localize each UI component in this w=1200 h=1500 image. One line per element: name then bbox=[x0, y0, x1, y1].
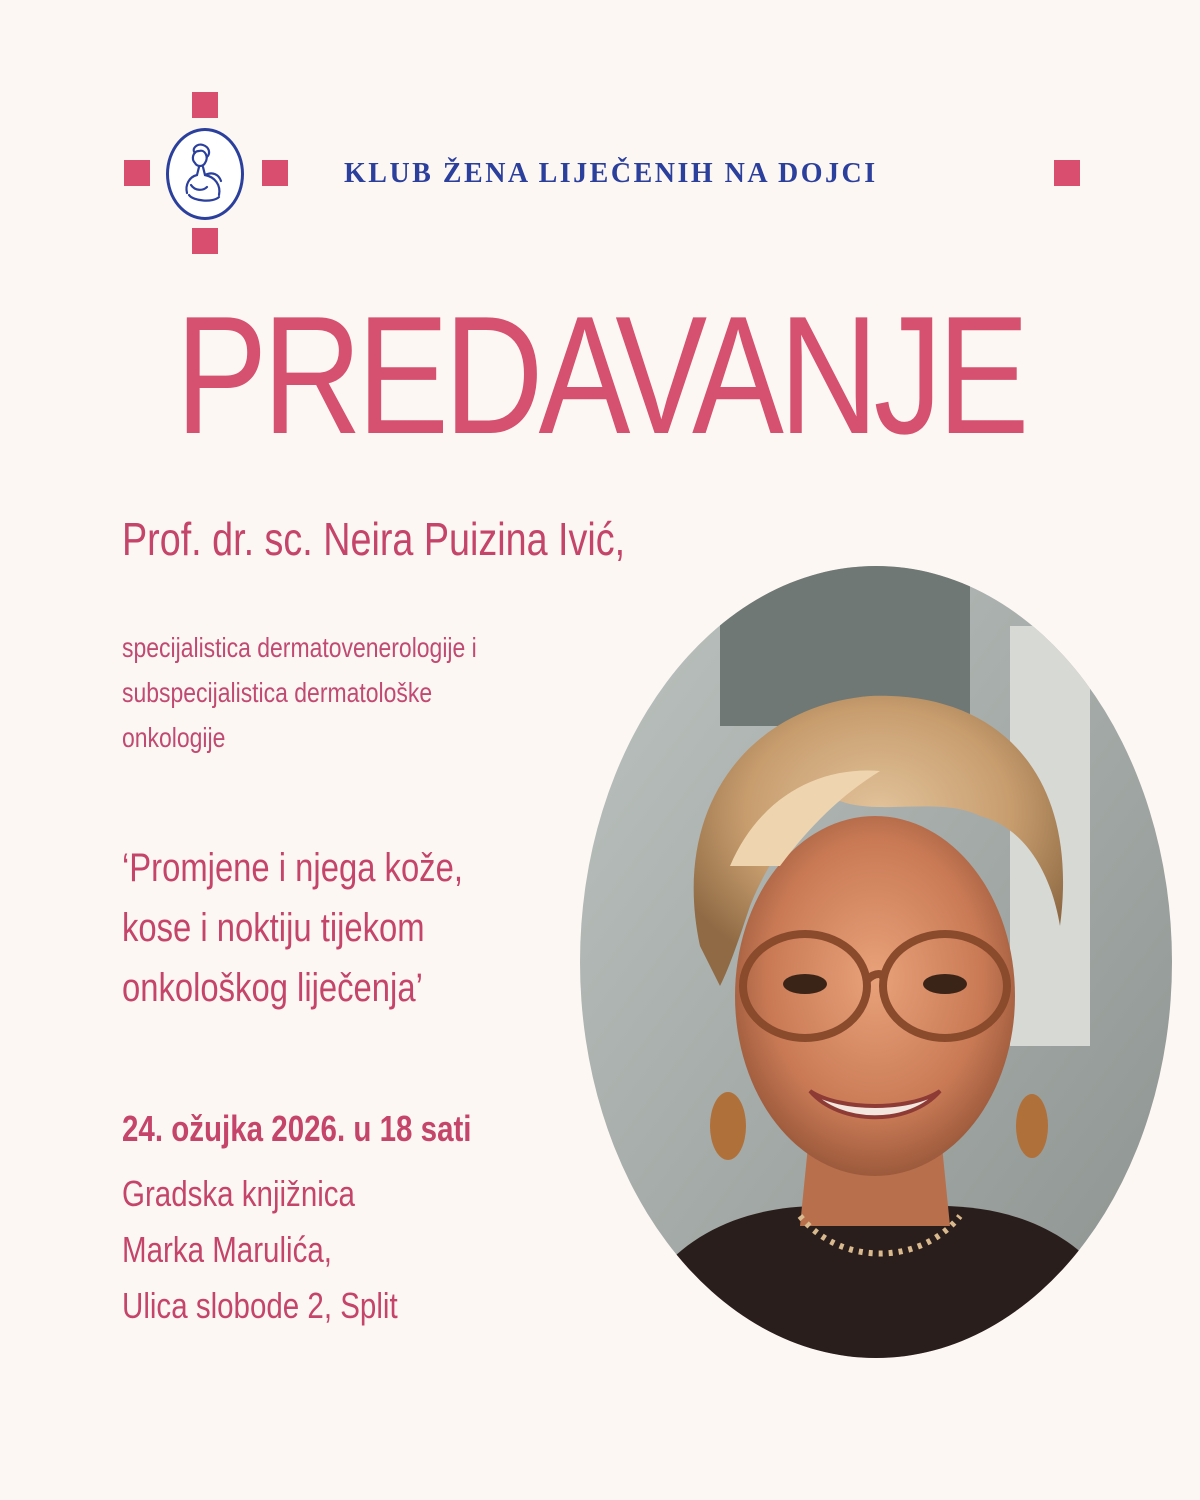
cross-square-right bbox=[262, 160, 288, 186]
role-line: onkologije bbox=[122, 722, 226, 753]
venue-line: Ulica slobode 2, Split bbox=[122, 1285, 398, 1326]
breast-cancer-club-logo-icon bbox=[166, 128, 244, 220]
cross-square-left bbox=[124, 160, 150, 186]
role-line: specijalistica dermatovenerologije i bbox=[122, 632, 477, 663]
cross-square-bottom bbox=[192, 228, 218, 254]
topic-line: ‘Promjene i njega kože, bbox=[122, 846, 463, 890]
topic-line: kose i noktiju tijekom bbox=[122, 906, 425, 950]
role-line: subspecijalistica dermatološke bbox=[122, 677, 433, 708]
topic-line: onkološkog liječenja’ bbox=[122, 966, 423, 1010]
cross-square-top bbox=[192, 92, 218, 118]
venue-line: Gradska knjižnica bbox=[122, 1173, 355, 1214]
event-title: PREDAVANJE bbox=[175, 281, 1025, 469]
header bbox=[0, 0, 1200, 270]
right-square bbox=[1054, 160, 1080, 186]
event-datetime: 24. ožujka 2026. u 18 sati bbox=[122, 1108, 472, 1149]
venue-line: Marka Marulića, bbox=[122, 1229, 332, 1270]
lecturer-role bbox=[122, 625, 477, 760]
lecturer-name: Prof. dr. sc. Neira Puizina Ivić, bbox=[122, 513, 626, 565]
club-name: KLUB ŽENA LIJEČENIH NA DOJCI bbox=[344, 158, 878, 189]
lecturer-photo bbox=[580, 566, 1172, 1358]
event-venue bbox=[122, 1166, 398, 1334]
lecture-topic bbox=[122, 838, 463, 1018]
